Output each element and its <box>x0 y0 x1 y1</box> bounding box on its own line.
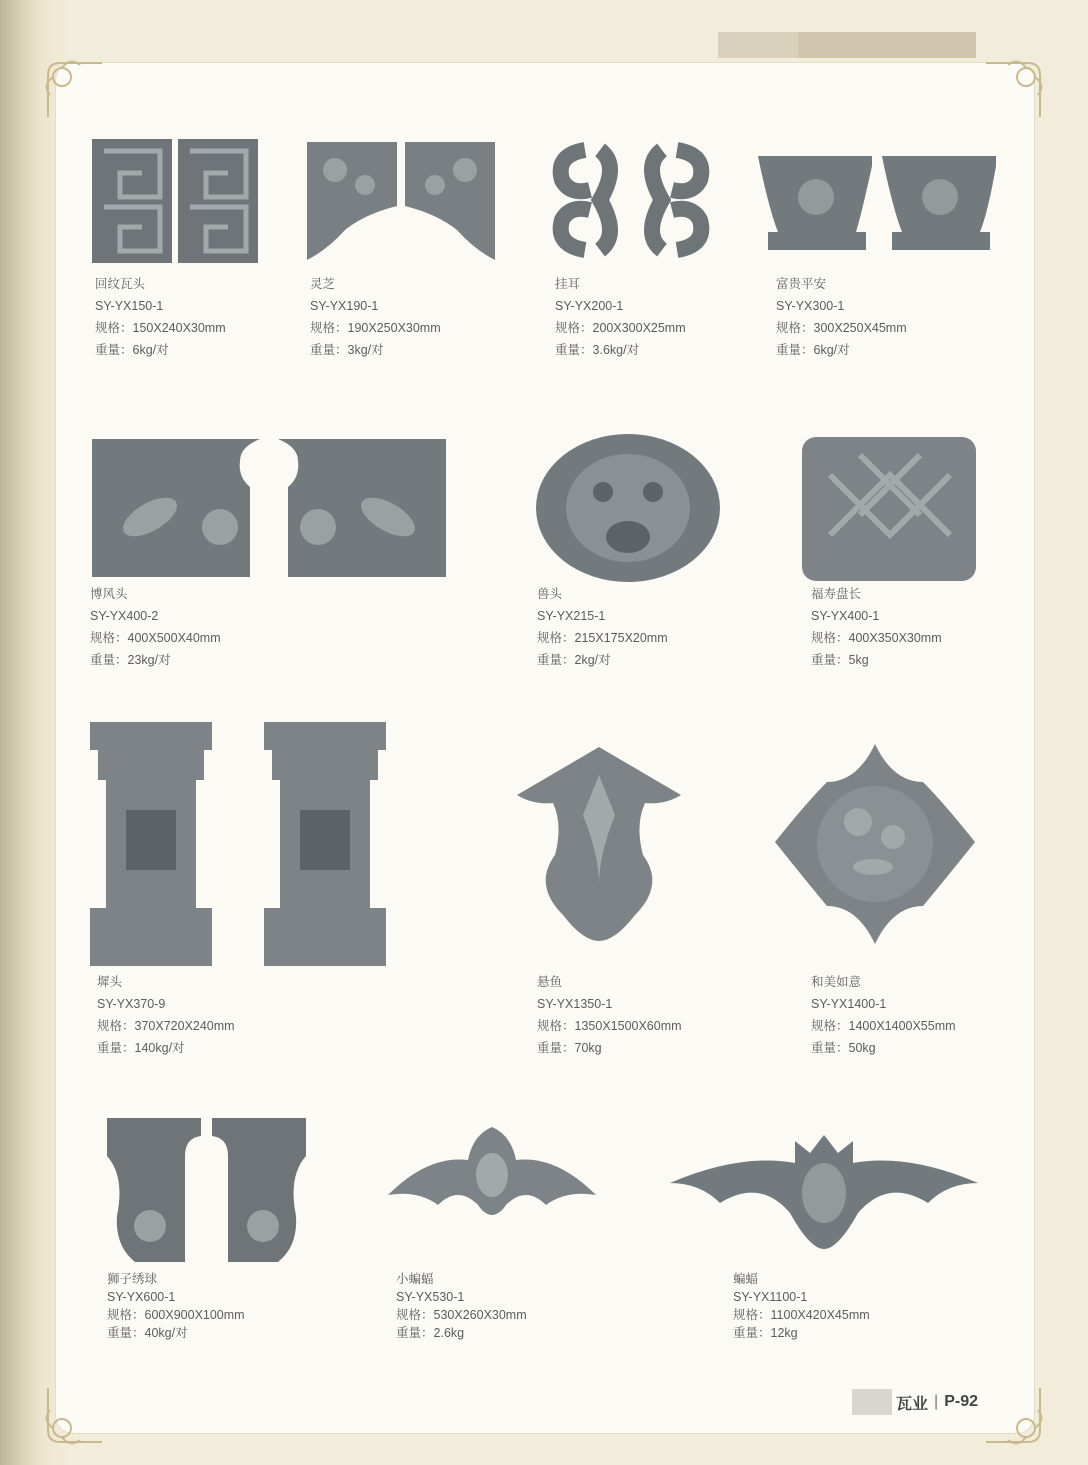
product-image-huiwen-watou <box>90 137 260 265</box>
product-info <box>733 1270 870 1342</box>
weight-label: 重量： <box>95 343 133 357</box>
product-code: SY-YX600-1 <box>107 1290 176 1304</box>
spec-label: 规格： <box>776 321 814 335</box>
weight-label: 重量： <box>811 653 849 667</box>
product-code: SY-YX150-1 <box>95 299 164 313</box>
product-code: SY-YX400-1 <box>811 609 880 623</box>
product-code: SY-YX1100-1 <box>733 1290 808 1304</box>
product-image-fugui-pingan <box>756 152 1000 252</box>
product-code: SY-YX215-1 <box>537 609 606 623</box>
product-name: 兽头 <box>537 587 563 601</box>
product-code: SY-YX190-1 <box>310 299 379 313</box>
product-weight: 6kg/对 <box>813 343 850 357</box>
product-image-fushou-panchang <box>800 435 978 583</box>
product-spec: 600X900X100mm <box>144 1308 245 1322</box>
spec-label: 规格： <box>97 1019 135 1033</box>
page-number: P-92 <box>944 1393 978 1410</box>
product-name: 小蝙蝠 <box>396 1272 434 1286</box>
footer-separator: | <box>934 1393 939 1410</box>
weight-label: 重量： <box>555 343 593 357</box>
product-image-shoutou <box>533 432 723 584</box>
product-spec: 150X240X30mm <box>132 321 226 335</box>
spec-label: 规格： <box>811 1019 849 1033</box>
product-weight: 70kg <box>574 1041 602 1055</box>
product-spec: 530X260X30mm <box>433 1308 527 1322</box>
spec-label: 规格： <box>811 631 849 645</box>
product-weight: 3.6kg/对 <box>592 343 640 357</box>
brand-logo-block <box>852 1389 892 1415</box>
product-image-shizi-xiuqiu <box>105 1116 308 1264</box>
product-image-bianfu <box>668 1133 980 1251</box>
product-weight: 140kg/对 <box>134 1041 185 1055</box>
weight-label: 重量： <box>310 343 348 357</box>
spec-label: 规格： <box>396 1308 434 1322</box>
spec-label: 规格： <box>555 321 593 335</box>
product-weight: 6kg/对 <box>132 343 169 357</box>
product-spec: 1400X1400X55mm <box>848 1019 956 1033</box>
corner-ornament-top-left-icon <box>40 55 110 125</box>
product-code: SY-YX400-2 <box>90 609 159 623</box>
product-code: SY-YX300-1 <box>776 299 845 313</box>
product-name: 博风头 <box>90 587 128 601</box>
weight-label: 重量： <box>811 1041 849 1055</box>
weight-label: 重量： <box>776 343 814 357</box>
spec-label: 规格： <box>537 1019 575 1033</box>
product-image-xuanyu <box>515 745 683 943</box>
product-image-xiao-bianfu <box>386 1125 598 1225</box>
header-bar <box>718 32 976 58</box>
product-name: 福寿盘长 <box>811 587 862 601</box>
product-code: SY-YX370-9 <box>97 997 166 1011</box>
corner-ornament-bottom-right-icon <box>978 1380 1048 1450</box>
product-code: SY-YX530-1 <box>396 1290 465 1304</box>
weight-label: 重量： <box>107 1326 145 1340</box>
product-code: SY-YX1400-1 <box>811 997 887 1011</box>
product-info <box>396 1270 527 1342</box>
brand-name: 瓦业 <box>896 1395 929 1413</box>
product-info <box>90 583 221 671</box>
product-info <box>95 273 226 361</box>
product-weight: 3kg/对 <box>347 343 384 357</box>
product-weight: 2.6kg <box>433 1326 465 1340</box>
product-info <box>811 583 942 671</box>
product-image-chitou <box>88 720 393 968</box>
product-image-bofeng-tou <box>90 437 448 579</box>
spec-label: 规格： <box>537 631 575 645</box>
product-info <box>97 971 235 1059</box>
spec-label: 规格： <box>90 631 128 645</box>
weight-label: 重量： <box>537 1041 575 1055</box>
header-bar-block <box>798 32 976 58</box>
corner-ornament-top-right-icon <box>978 55 1048 125</box>
page-footer <box>852 1388 978 1416</box>
product-info <box>537 583 668 671</box>
spec-label: 规格： <box>310 321 348 335</box>
product-name: 富贵平安 <box>776 277 827 291</box>
product-spec: 190X250X30mm <box>347 321 441 335</box>
weight-label: 重量： <box>97 1041 135 1055</box>
product-spec: 300X250X45mm <box>813 321 907 335</box>
product-spec: 400X350X30mm <box>848 631 942 645</box>
spec-label: 规格： <box>107 1308 145 1322</box>
product-image-lingzhi <box>305 140 497 262</box>
product-name: 和美如意 <box>811 975 862 989</box>
product-info <box>811 971 956 1059</box>
product-spec: 400X500X40mm <box>127 631 221 645</box>
corner-ornament-bottom-left-icon <box>40 1380 110 1450</box>
product-weight: 50kg <box>848 1041 876 1055</box>
product-weight: 23kg/对 <box>127 653 171 667</box>
product-name: 墀头 <box>97 975 123 989</box>
product-code: SY-YX200-1 <box>555 299 624 313</box>
product-spec: 215X175X20mm <box>574 631 668 645</box>
product-name: 蝙蝠 <box>733 1272 759 1286</box>
product-name: 回纹瓦头 <box>95 277 146 291</box>
product-weight: 40kg/对 <box>144 1326 188 1340</box>
product-info <box>310 273 441 361</box>
weight-label: 重量： <box>537 653 575 667</box>
product-spec: 370X720X240mm <box>134 1019 235 1033</box>
product-info <box>537 971 682 1059</box>
product-info <box>555 273 686 361</box>
product-name: 悬鱼 <box>537 975 563 989</box>
product-name: 挂耳 <box>555 277 581 291</box>
spec-label: 规格： <box>95 321 133 335</box>
product-image-hemei-ruyi <box>773 742 977 946</box>
product-image-guaer <box>540 135 722 265</box>
weight-label: 重量： <box>90 653 128 667</box>
product-spec: 1350X1500X60mm <box>574 1019 682 1033</box>
weight-label: 重量： <box>733 1326 771 1340</box>
product-weight: 2kg/对 <box>574 653 611 667</box>
weight-label: 重量： <box>396 1326 434 1340</box>
product-name: 狮子绣球 <box>107 1272 158 1286</box>
product-code: SY-YX1350-1 <box>537 997 613 1011</box>
product-spec: 200X300X25mm <box>592 321 686 335</box>
product-name: 灵芝 <box>310 277 336 291</box>
product-weight: 5kg <box>848 653 869 667</box>
spec-label: 规格： <box>733 1308 771 1322</box>
product-info <box>107 1270 245 1342</box>
product-info <box>776 273 907 361</box>
product-spec: 1100X420X45mm <box>770 1308 870 1322</box>
product-weight: 12kg <box>770 1326 798 1340</box>
